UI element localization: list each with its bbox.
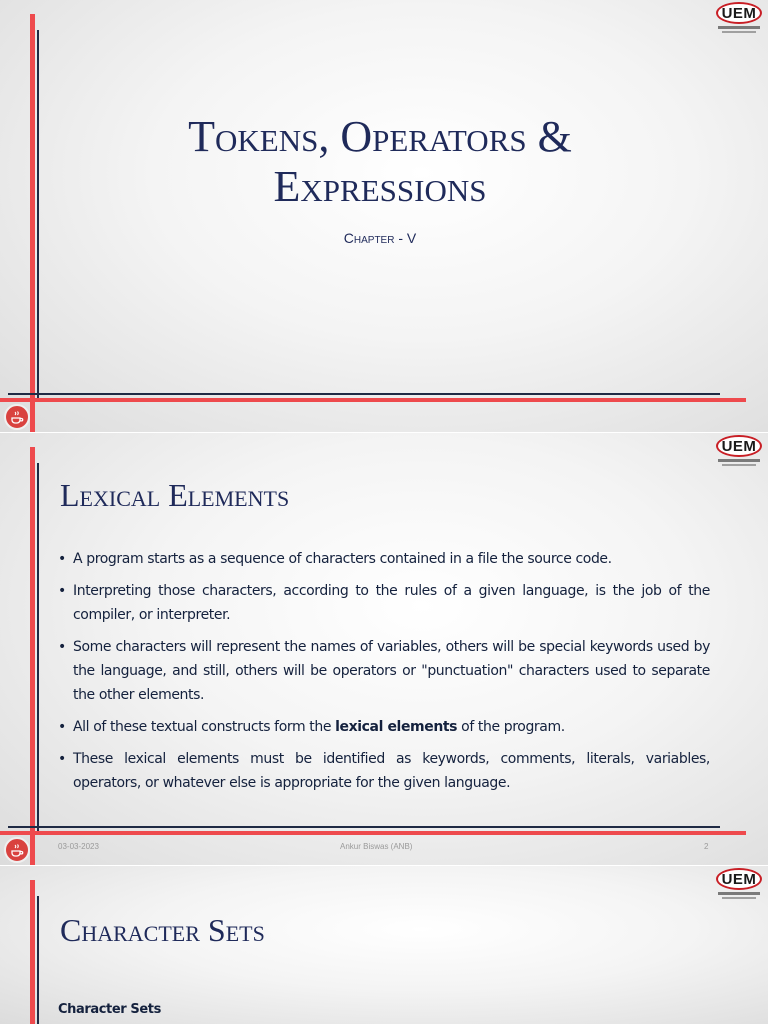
footer-page-number: 2: [704, 842, 709, 851]
uem-logo-text: UEM: [716, 868, 762, 890]
uem-logo-text: UEM: [716, 2, 762, 24]
slide-title: [0, 0, 768, 432]
bottom-dark-rule: [8, 393, 720, 395]
slide-title-heading: [100, 112, 660, 212]
left-red-rule: [30, 880, 35, 1024]
logo-tagline-bar: [718, 459, 760, 462]
java-cup-icon: [4, 404, 30, 430]
footer-author: Ankur Biswas (ANB): [340, 842, 413, 851]
logo-tagline-bar: [722, 31, 756, 33]
title-line-2: Expressions: [273, 162, 487, 211]
slide-character-sets: [0, 866, 768, 1024]
bullet-item: • These lexical elements must be identified as keywords, comments, literals, variables, operators, or whatever else is appropriate for the given language.: [58, 747, 710, 795]
bottom-red-rule: [0, 398, 746, 402]
left-dark-rule: [37, 463, 39, 835]
left-dark-rule: [37, 30, 39, 402]
bullet-text: of the program.: [457, 719, 565, 735]
title-line-1: Tokens, Operators &: [188, 112, 572, 161]
bottom-dark-rule: [8, 826, 720, 828]
logo-tagline-bar: [722, 897, 756, 899]
java-cup-icon: [4, 837, 30, 863]
slide-heading: Lexical Elements: [60, 477, 290, 513]
bullet-item: • Interpreting those characters, according to the rules of a given language, is the job of the compiler, or interpreter.: [58, 579, 710, 627]
logo-tagline-bar: [722, 464, 756, 466]
bullet-item: • Some characters will represent the names of variables, others will be special keywords used by the language, and still, others will be operators or "punctuation" characters used to separate the other elements.: [58, 635, 710, 707]
uem-logo-text: UEM: [716, 435, 762, 457]
chapter-subtitle: Chapter - V: [343, 230, 417, 246]
footer-date: 03-03-2023: [58, 842, 99, 851]
bullet-list: [58, 547, 710, 803]
uem-logo: [714, 868, 764, 906]
left-red-rule: [30, 14, 35, 432]
slide-lexical-elements: [0, 433, 768, 865]
logo-tagline-bar: [718, 26, 760, 29]
uem-logo: [714, 435, 764, 473]
left-red-rule: [30, 447, 35, 865]
bottom-red-rule: [0, 831, 746, 835]
bullet-text: All of these textual constructs form the: [73, 719, 336, 735]
slide-subheading: Character Sets: [58, 1002, 161, 1017]
logo-tagline-bar: [718, 892, 760, 895]
slide-heading: Character Sets: [60, 912, 265, 948]
bullet-bold-term: lexical elements: [335, 719, 458, 735]
uem-logo: [714, 2, 764, 40]
bullet-item: [58, 715, 710, 739]
left-dark-rule: [37, 896, 39, 1024]
bullet-item: • A program starts as a sequence of characters contained in a file the source code.: [58, 547, 710, 571]
